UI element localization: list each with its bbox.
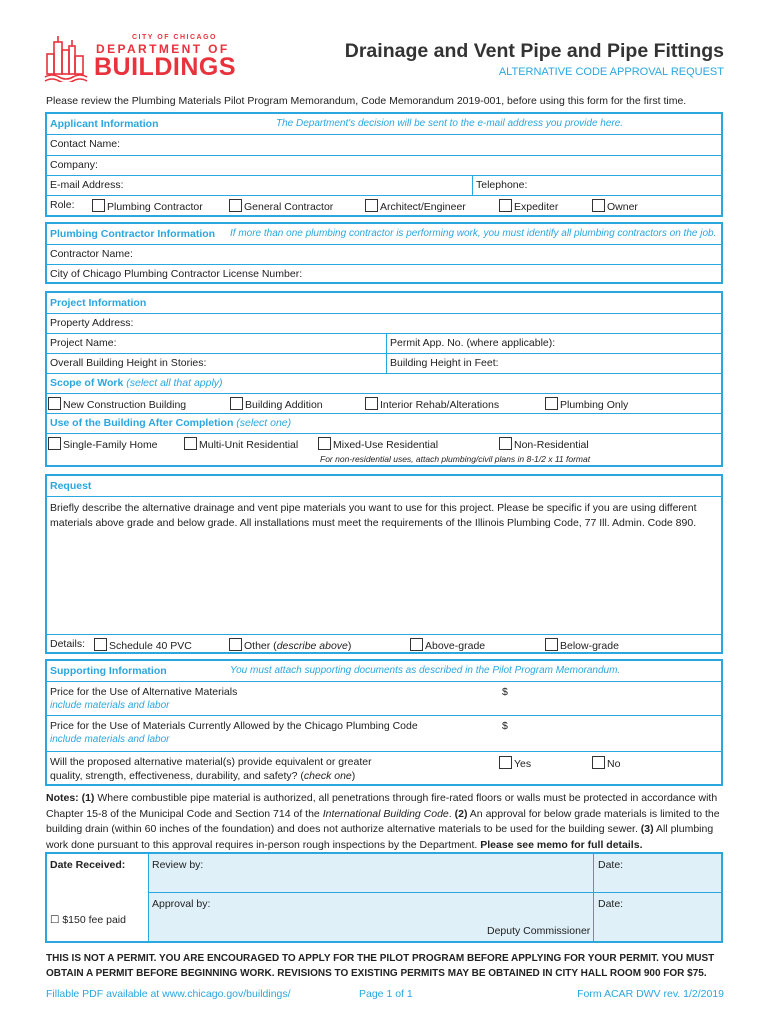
warning-line1: THIS IS NOT A PERMIT. YOU ARE ENCOURAGED TO APPLY FOR THE PILOT PROGRAM BEFORE APPLYING FOR YOUR PERMIT. YOU MUST <box>46 953 715 964</box>
email-field[interactable]: E-mail Address: <box>50 179 124 191</box>
warning-line2: OBTAIN A PERMIT BEFORE BEGINNING WORK. REVISIONS TO EXISTING PERMITS MAY BE OBTAINED IN CITY HALL ROOM 900 FOR $75. <box>46 968 707 979</box>
details-other[interactable]: Other (describe above) <box>229 638 351 652</box>
property-address-row <box>47 313 721 333</box>
request-heading: Request <box>50 480 92 492</box>
checkbox[interactable] <box>230 397 243 410</box>
checkbox[interactable] <box>365 199 378 212</box>
equivalent-no[interactable]: No <box>592 756 620 770</box>
request-section <box>45 474 723 654</box>
logo <box>44 34 254 84</box>
approval-by-field[interactable]: Approval by: <box>152 898 211 910</box>
scope-new-construction[interactable]: New Construction Building <box>48 397 186 411</box>
supporting-note: You must attach supporting documents as described in the Pilot Program Memorandum. <box>230 665 621 676</box>
non-residential-note: For non-residential uses, attach plumbing/civil plans in 8-1/2 x 11 format <box>320 454 591 464</box>
logo-line1: CITY OF CHICAGO <box>132 34 217 41</box>
permit-app-field[interactable]: Permit App. No. (where applicable): <box>390 337 556 349</box>
checkbox[interactable] <box>545 638 558 651</box>
contractor-name-field[interactable]: Contractor Name: <box>50 248 133 260</box>
checkbox[interactable] <box>94 638 107 651</box>
height-feet-field[interactable]: Building Height in Feet: <box>390 357 499 369</box>
applicant-section <box>45 112 723 217</box>
applicant-note: The Department's decision will be sent to the e-mail address you provide here. <box>276 118 624 129</box>
office-use-section <box>45 852 723 943</box>
contact-name-row <box>47 134 721 155</box>
footer-page-number: Page 1 of 1 <box>359 988 413 1000</box>
fee-paid-checkbox[interactable]: ☐ $150 fee paid <box>50 914 126 926</box>
company-field[interactable]: Company: <box>50 159 98 171</box>
deputy-commissioner-label: Deputy Commissioner <box>487 925 591 937</box>
checkbox[interactable] <box>365 397 378 410</box>
footer-pdf-link[interactable]: Fillable PDF available at www.chicago.gov/buildings/ <box>46 988 291 1000</box>
project-name-row <box>47 333 721 353</box>
height-stories-field[interactable]: Overall Building Height in Stories: <box>50 357 207 369</box>
use-options-row <box>47 433 721 465</box>
chicago-skyline-icon <box>44 36 90 82</box>
equivalent-question-line2: quality, strength, effectiveness, durability, and safety? (check one) <box>50 770 356 782</box>
role-label: Role: <box>50 199 75 211</box>
price-alt-row <box>47 681 721 715</box>
intro-text: Please review the Plumbing Materials Pilot Program Memorandum, Code Memorandum 2019-001, before using this form for the first time. <box>46 95 687 107</box>
scope-building-addition[interactable]: Building Addition <box>230 397 323 411</box>
checkbox[interactable] <box>499 756 512 769</box>
license-row <box>47 264 721 282</box>
role-architect-engineer[interactable]: Architect/Engineer <box>365 199 466 213</box>
role-owner[interactable]: Owner <box>592 199 638 213</box>
equivalent-question-line1: Will the proposed alternative material(s) provide equivalent or greater <box>50 756 372 768</box>
applicant-heading: Applicant Information <box>50 118 159 130</box>
review-date-field[interactable]: Date: <box>598 859 624 871</box>
details-below-grade[interactable]: Below-grade <box>545 638 619 652</box>
property-address-field[interactable]: Property Address: <box>50 317 134 329</box>
role-expediter[interactable]: Expediter <box>499 199 558 213</box>
scope-plumbing-only[interactable]: Plumbing Only <box>545 397 628 411</box>
plumbing-contractor-section <box>45 222 723 284</box>
request-description-row <box>47 496 721 634</box>
use-mixed-use[interactable]: Mixed-Use Residential <box>318 437 438 451</box>
logo-line2: DEPARTMENT OF <box>96 42 230 56</box>
price-current-field[interactable]: $ <box>502 720 508 732</box>
price-current-sub: include materials and labor <box>50 734 170 745</box>
price-current-row <box>47 715 721 751</box>
checkbox[interactable] <box>48 437 61 450</box>
project-name-field[interactable]: Project Name: <box>50 337 117 349</box>
review-by-field[interactable]: Review by: <box>152 859 204 871</box>
checkbox[interactable] <box>318 437 331 450</box>
equivalent-row <box>47 751 721 784</box>
price-current-label: Price for the Use of Materials Currently Allowed by the Chicago Plumbing Code <box>50 720 418 732</box>
company-row <box>47 155 721 175</box>
project-heading: Project Information <box>50 297 147 309</box>
checkbox[interactable] <box>410 638 423 651</box>
checkbox[interactable] <box>92 199 105 212</box>
contact-name-field[interactable]: Contact Name: <box>50 138 121 150</box>
role-row <box>47 195 721 215</box>
checkbox[interactable] <box>229 199 242 212</box>
footer-form-rev: Form ACAR DWV rev. 1/2/2019 <box>577 988 724 1000</box>
scope-heading: Scope of Work (select all that apply) <box>50 377 223 389</box>
price-alt-label: Price for the Use of Alternative Materials <box>50 686 238 698</box>
use-single-family[interactable]: Single-Family Home <box>48 437 158 451</box>
use-non-residential[interactable]: Non-Residential <box>499 437 589 451</box>
equivalent-yes[interactable]: Yes <box>499 756 531 770</box>
scope-options-row <box>47 393 721 413</box>
form-title: Drainage and Vent Pipe and Pipe Fittings <box>344 40 724 62</box>
request-description[interactable]: Briefly describe the alternative drainage and vent pipe materials you want to use for this project. Please be specific if you are using different materials above grade and below grade. All installations must meet the requirements of the Illinois Plumbing Code, 77 Ill. Admin. Code 890. <box>50 502 697 529</box>
use-heading: Use of the Building After Completion (select one) <box>50 417 292 429</box>
email-row <box>47 175 721 195</box>
checkbox[interactable] <box>48 397 61 410</box>
contractor-name-row <box>47 244 721 264</box>
checkbox[interactable] <box>184 437 197 450</box>
project-section <box>45 291 723 467</box>
use-multi-unit[interactable]: Multi-Unit Residential <box>184 437 298 451</box>
supporting-heading: Supporting Information <box>50 665 167 677</box>
license-number-field[interactable]: City of Chicago Plumbing Contractor License Number: <box>50 268 303 280</box>
approval-row <box>149 893 721 941</box>
details-schedule-40-pvc[interactable]: Schedule 40 PVC <box>94 638 192 652</box>
checkbox[interactable] <box>499 437 512 450</box>
price-alt-field[interactable]: $ <box>502 686 508 698</box>
date-received-cell <box>47 854 148 941</box>
use-heading-row <box>47 413 721 433</box>
form-subtitle: ALTERNATIVE CODE APPROVAL REQUEST <box>498 66 724 78</box>
checkbox[interactable] <box>499 199 512 212</box>
details-label: Details: <box>50 638 86 650</box>
scope-interior-rehab[interactable]: Interior Rehab/Alterations <box>365 397 499 411</box>
height-row <box>47 353 721 373</box>
details-above-grade[interactable]: Above-grade <box>410 638 485 652</box>
checkbox[interactable] <box>229 638 242 651</box>
notes-paragraph: Notes: (1) Where combustible pipe material is authorized, all penetrations through fire-rated floors or walls must be protected in accordance with Chapter 15-8 of the Municipal Code and Section 714 of the International Building Code. (2) An approval for below grade materials is limited to the building drain (within 60 inches of the foundation) and does not authorize alternative materials to be used for the building sewer. (3) All plumbing work done pursuant to this approval requires in-person rough inspections by the Department. Please see memo for full details. <box>46 792 720 851</box>
review-row <box>149 854 721 893</box>
logo-line3: BUILDINGS <box>94 53 236 81</box>
role-general-contractor[interactable]: General Contractor <box>229 199 333 213</box>
supporting-section <box>45 659 723 786</box>
date-received-label: Date Received: <box>50 859 126 871</box>
details-row <box>47 634 721 652</box>
checkbox[interactable] <box>545 397 558 410</box>
plumbing-contractor-heading: Plumbing Contractor Information <box>50 228 216 240</box>
checkbox[interactable] <box>592 756 605 769</box>
checkbox[interactable] <box>592 199 605 212</box>
plumbing-contractor-note: If more than one plumbing contractor is performing work, you must identify all plumbing contractors on the job. <box>230 228 717 239</box>
scope-heading-row <box>47 373 721 393</box>
price-alt-sub: include materials and labor <box>50 700 170 711</box>
approval-date-field[interactable]: Date: <box>598 898 624 910</box>
role-plumbing-contractor[interactable]: Plumbing Contractor <box>92 199 203 213</box>
permit-warning <box>46 951 736 981</box>
telephone-field[interactable]: Telephone: <box>476 179 528 191</box>
